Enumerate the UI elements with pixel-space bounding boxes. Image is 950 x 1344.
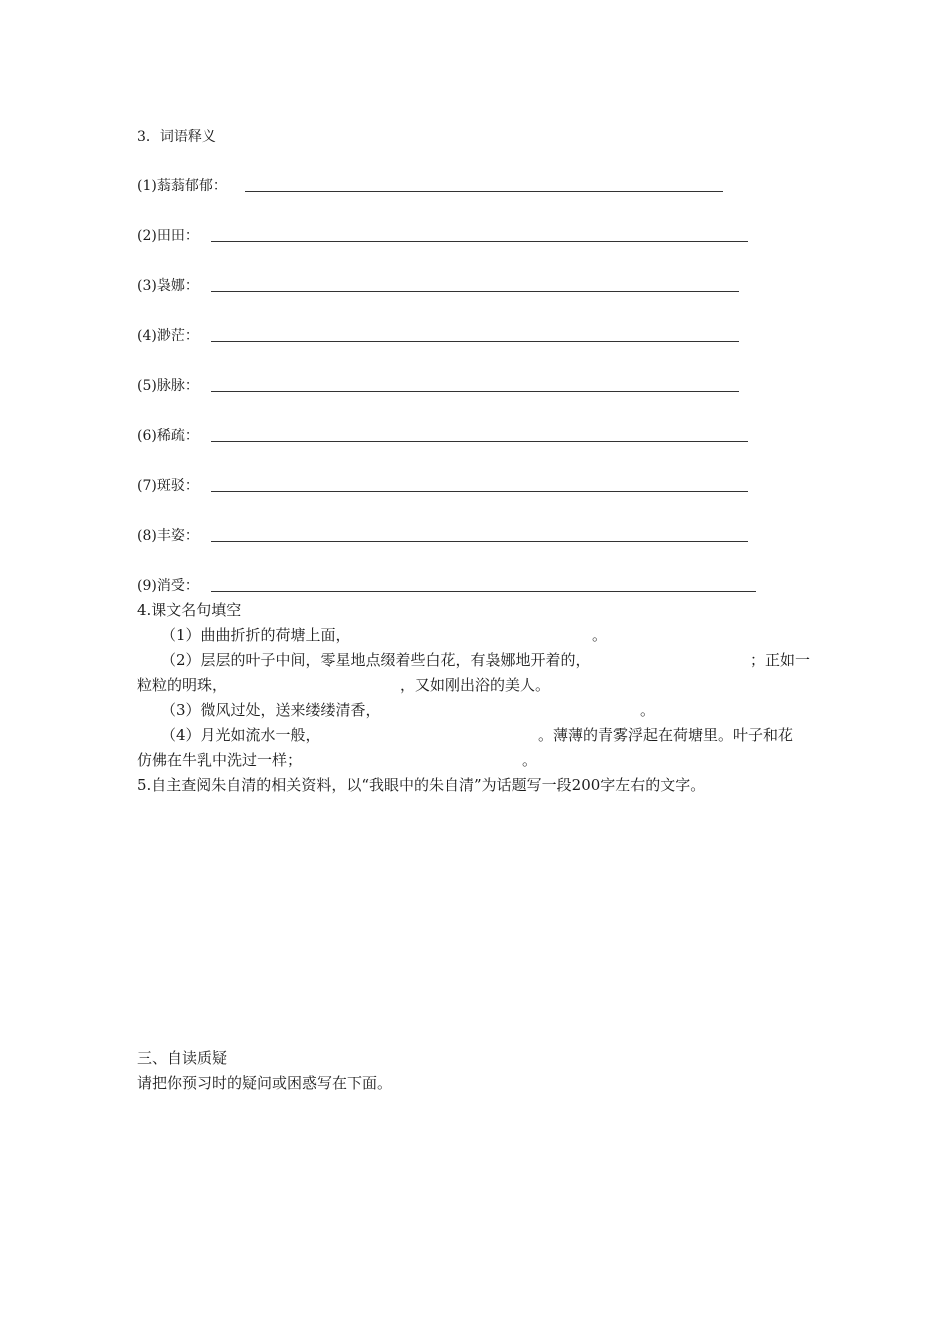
vocab-item	[137, 326, 199, 346]
q2-text: （2）层层的叶子中间，零星地点缀着些白花，有袅娜地开着的，	[161, 651, 591, 669]
section-4-heading: 4.课文名句填空	[137, 601, 242, 619]
answer-line[interactable]	[211, 291, 739, 292]
q1-end: 。	[592, 626, 608, 644]
q2-continue: ；正如一	[750, 651, 811, 669]
vocab-item	[137, 276, 199, 296]
vocab-item	[137, 176, 227, 196]
q3-text: （3）微风过处，送来缕缕清香，	[161, 701, 381, 719]
q4-text: （4）月光如流水一般，	[161, 726, 321, 744]
vocab-label: (6)稀疏：	[137, 428, 199, 444]
q4-continue: 。薄薄的青雾浮起在荷塘里。叶子和花	[538, 726, 794, 744]
vocab-label: (2)田田：	[137, 228, 199, 244]
answer-line[interactable]	[211, 241, 748, 242]
part-three-heading: 三、自读质疑	[137, 1049, 228, 1067]
vocab-label: (8)丰姿：	[137, 528, 199, 544]
answer-line[interactable]	[211, 341, 739, 342]
q2-text-line2: 粒粒的明珠，	[137, 676, 228, 694]
vocab-label: (1)蓊蓊郁郁：	[137, 178, 227, 194]
section-3-heading: 3．词语释义	[137, 129, 216, 145]
vocab-label: (4)渺茫：	[137, 328, 199, 344]
vocab-item	[137, 226, 199, 246]
vocab-item	[137, 576, 199, 596]
section-5-prompt: 5.自主查阅朱自清的相关资料，以“我眼中的朱自清”为话题写一段200字左右的文字。	[137, 776, 706, 794]
answer-line[interactable]	[211, 541, 748, 542]
vocab-item	[137, 426, 199, 446]
q4-end: 。	[522, 751, 538, 769]
answer-line[interactable]	[211, 391, 739, 392]
part-three-prompt: 请把你预习时的疑问或困惑写在下面。	[137, 1074, 393, 1092]
answer-line[interactable]	[211, 491, 748, 492]
answer-line[interactable]	[211, 591, 756, 592]
vocab-item	[137, 476, 199, 496]
vocab-label: (9)消受：	[137, 578, 199, 594]
vocab-label: (7)斑驳：	[137, 478, 199, 494]
q2-end: ，又如刚出浴的美人。	[400, 676, 551, 694]
q1-text: （1）曲曲折折的荷塘上面，	[161, 626, 351, 644]
q3-end: 。	[640, 701, 656, 719]
vocab-label: (3)袅娜：	[137, 278, 199, 294]
vocab-label: (5)脉脉：	[137, 378, 199, 394]
answer-line[interactable]	[245, 191, 723, 192]
vocab-item	[137, 526, 199, 546]
answer-line[interactable]	[211, 441, 748, 442]
q4-text-line2: 仿佛在牛乳中洗过一样；	[137, 751, 303, 769]
vocab-item	[137, 376, 199, 396]
